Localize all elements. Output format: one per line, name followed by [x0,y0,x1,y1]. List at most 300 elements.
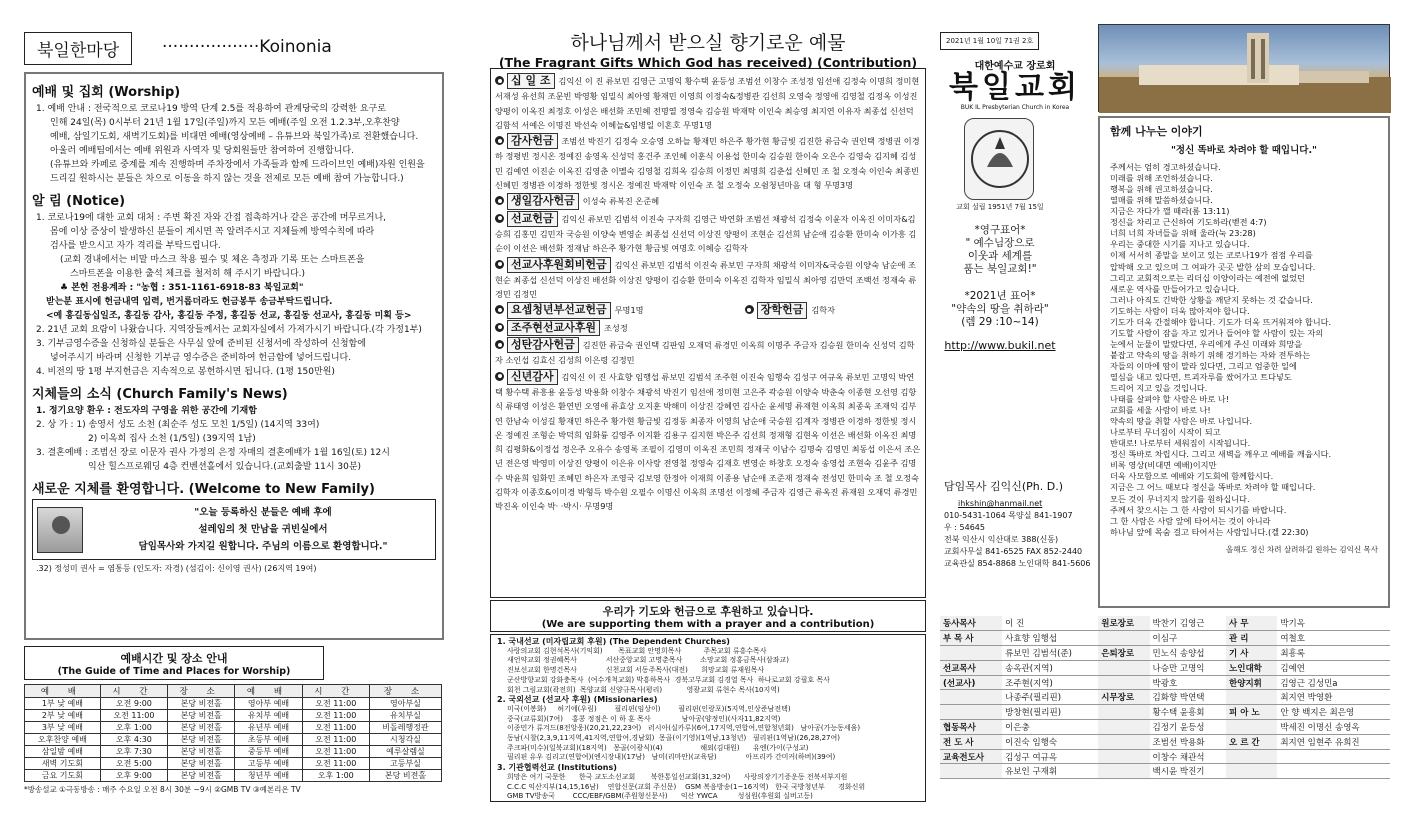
text-line: (유튜브와 카페로 중계를 계속 진행하며 주차장에서 가족들과 함께 드라이브인 예배)자원 인원을 [50,160,425,170]
support-line: C.C.C 익산지부(14,15,16남) 연합신문(교회 주신문) GSM 복음방송(1~16지역) 한국 국방청년부 경화신위 [507,782,866,791]
table-cell: 중등부 예배 [235,746,302,758]
essay-line: 정신을 차리고 근신하여 기도하라(벧전 4:7) [1110,217,1267,228]
staff-role [1098,705,1149,720]
pastor-essay [1098,116,1390,608]
staff-role: 노인대학 [1226,660,1277,675]
table-cell: 오후찬양 예배 [25,734,101,746]
essay-line: 정신 똑바로 차립시다. 그리고 새벽을 깨우고 예배를 깨웁시다. [1110,449,1332,460]
donor-names: 김익신 류보민 김범석 이진숙 구자희 김영근 박연화 조범선 채광석 김정숙 이윤자 이옥진 이미자&김승희 김홍민 김민자 국승원 이양숙 변영순 최종섭 신선덕 이상진 양평이 조현순 김선희 남순애 김승환 한미숙 이가흥 김순이 이선은 배선화 정재남 하은주 황가현 황금빛 여명호 이혜승 김학자 [495,213,917,254]
list-item [495,257,921,302]
church-website-link[interactable]: http://www.bukil.net [944,339,1056,352]
category-label: 조주현선교사후원 [507,320,600,336]
table-cell: 오후 1:00 [302,770,369,782]
category-label: 감사헌금 [507,133,558,149]
support-line: 중국(교류회)(7여) 홍콩 정점은 이 하 훈 목사 남아공(양정인)(사자11,82지역) [507,714,781,723]
staff-names: 이 진 [1005,619,1025,630]
staff-role [940,764,1002,779]
category-label: 성탄감사헌금 [507,337,579,353]
text-line: 몸에 이상 증상이 발생하신 분들이 계시면 꼭 알려주시고 지체들께 방역수칙에 따라 [50,227,375,237]
essay-line: 더욱 사모함으로 예배와 기도회에 함께합시다. [1110,471,1274,482]
list-item [495,337,921,368]
table-cell: 비돌레행정관 [369,722,441,734]
staff-names: 박광호 [1152,678,1178,689]
table-cell: 본당 비전홀 [168,770,235,782]
staff-role: 동사목사 [940,616,1002,631]
essay-line: 하나님 앞에 목숨 걸고 타어서는 사람입니다.(겔 22:30) [1110,526,1309,537]
essay-line: 행복을 위해 권고하셨습니다. [1110,184,1213,195]
denomination: 대한예수교 장로회 [974,61,1056,72]
staff-names: 백시윤 박진기 [1152,767,1205,778]
schedule-table-wrap [24,684,442,795]
category-label: 신년감사 [507,369,558,385]
donor-names: 조성정 [604,322,628,333]
table-row [25,698,442,710]
table-row [25,758,442,770]
text-line: 받는분 표시에 헌금내역 입력, 번거롭더라도 헌금봉투 송금부탁드립니다. [46,297,333,307]
essay-line: 그 한 사람은 사람 앞에 타어서는 것이 아니라 [1110,515,1271,526]
staff-names: 안 향 백지은 최은영 [1280,708,1355,719]
table-row [940,675,1390,690]
list-item [495,73,921,132]
table-cell: 오전 11:00 [302,722,369,734]
staff-names: 최지연 임현주 유희진 [1280,737,1360,748]
table-cell: 오전 11:00 [302,698,369,710]
text-line: (교회 경내에서는 비말 마스크 착용 필수 및 체온 측정과 기록 또는 스마트폰을 [60,255,365,265]
support-line: 미국(이봉화) 허기에(우림) 필리핀(임상이) 필리핀(인랑포)(5지역,인상준남전택) [507,704,791,713]
essay-line: 열심을 내고 있다면, 트괴자루를 쌌어가고 트다넣도 [1110,371,1292,382]
staff-names: 박기옥 [1280,619,1305,630]
table-cell: 영아부실 [369,698,441,710]
support-line: 동남(시찰(2,3,9,11지역,41지역,연합여,경남회) 몽골(이기영)(1역남,13청년) 필리핀(1역남)(26,28,27여) [507,734,841,743]
staff-names: 김예연 [1280,663,1305,674]
bank-account: ♣ 본헌 전용계좌 : "농협 : 351-1161-6918-83 북일교회" [60,283,304,293]
staff-role: 피 아 노 [1226,705,1277,720]
support-line: 주크파(미수)(일북교회)(18지역) 몽골(이광식)(4) 해외(김대원) 유엔(가이(구성교) [507,743,809,752]
essay-line: 새로운 역사를 만들어가고 있습니다. [1110,283,1240,294]
table-cell: 유치부 예배 [235,710,302,722]
text-line: 2) 이옥희 집사 소천 (1/5일) (39지역 1남) [88,434,256,444]
staff-table [940,616,1390,779]
staff-role [940,705,1002,720]
section-tag: 북일한마당 [24,32,132,65]
staff-role: 원로장로 [1098,616,1149,631]
table-row [25,722,442,734]
staff-role: 한양지휘 [1226,675,1277,690]
table-cell: 청년부 예배 [235,770,302,782]
support-line: GMB TV방송국 CCC/EBF/GBM(주원형신문사) 익산 YWCA 성심원(후원회 실버고등) [507,792,813,801]
bullet-icon [495,323,504,332]
table-cell: 1부 낮 예배 [25,698,101,710]
table-header: 시 간 [100,685,167,698]
table-cell: 오전 11:00 [302,758,369,770]
table-cell: 2부 낮 예배 [25,710,101,722]
support-line: 군산방향교회 강화충목사 (여수개척교회) 박흥하목사 경북고무교회 김경열 목사 하나로교회 강필호 목사 [507,675,830,684]
table-cell: 3부 낮 예배 [25,722,101,734]
category-label: 선교헌금 [507,211,558,227]
logo-emblem-icon [965,119,1035,201]
staff-names: 민노식 송양섭 [1152,648,1205,659]
table-cell: 본당 비전홀 [168,758,235,770]
table-cell: 본당 비전홀 [168,734,235,746]
text-line: 스마트폰을 이용한 출석 체크를 철저히 해 주시기 바랍니다.) [70,269,306,279]
essay-line: 주께서는 엄히 경고하셨습니다. [1110,162,1221,173]
welcome-line: 담임목사와 가지길 원합니다. 주님의 이름으로 환영합니다." [138,541,388,552]
bullet-icon [495,260,504,269]
list-item [495,320,921,336]
essay-line: 열매를 위해 말씀하셨습니다. [1110,195,1213,206]
category-label: 생일감사헌금 [507,193,579,209]
list-item [495,133,921,192]
pastor-name: 담임목사 김익신(Ph. D.) [944,480,1064,493]
table-cell: 본당 비전홀 [168,722,235,734]
staff-names: 방창현(필리핀) [1005,708,1062,719]
support-lines [497,705,919,763]
donor-names: 조범선 박진기 김정숙 오승영 오하늘 황재민 하은주 황가현 황금빛 김진한 류금숙 권인택 정병권 이경하 정평빈 정시온 정예진 송영옥 신성덕 홍건주 조인혜 이훈식 이용섭 한미숙 김승원 한이숙 오은수 김영숙 김지혜 김성민 김예연 이진순 이옥진 김영춘 이멜숙 김영철 김희옥 김승희 이정민 최명희 김춘섭 신혜민 조 철 오정숙 이인숙 최종빈 신혜민 정병관 이경하 정한빛 정시온 정예진 박재탁 이인숙 조 철 오정숙 오쉼청년마음 대 형 무명3명 [495,136,920,191]
motto-line: 품는 북일교회!" [963,263,1037,275]
donor-names: 김학자 [811,305,836,316]
staff-names: 이진숙 임행숙 [1005,737,1058,748]
table-row [940,646,1390,661]
text-line: 3. 기부금영수증을 신청하실 분들은 사무실 앞에 준비된 신청서에 작성하여 신청함에 [36,339,366,349]
text-line: 1. 정기요양 환우 : 전도자의 구영을 위한 공간에 기재함 [36,406,257,416]
welcome-title: 새로운 지체를 환영합니다. (Welcome to New Family) [32,482,375,497]
year-motto-ref: (렘 29 :10~14) [961,316,1039,328]
table-row [940,660,1390,675]
table-cell: 오후 7:30 [100,746,167,758]
schedule-body [25,698,442,782]
essay-line: 그러나 아직도 긴박한 상황을 깨닫지 못하는 것 같습니다. [1110,294,1313,305]
staff-names: 여철호 [1280,634,1305,645]
phone: 010-5431-1064 목양실 841-1907 [944,511,1073,520]
staff-directory [940,616,1390,779]
essay-line: 드리어 지고 있을 것입니다. [1110,383,1208,394]
contribution-list [490,68,926,598]
staff-names: 나종주(필리핀) [1005,693,1062,704]
table-header: 예 배 [235,685,302,698]
schedule-title: 예배시간 및 장소 안내 [120,652,228,665]
table-row [940,690,1390,705]
table-cell: 고등부 예배 [235,758,302,770]
notice-lines [26,211,442,379]
table-cell: 오후 1:00 [100,722,167,734]
schedule-table [24,684,442,782]
schedule-title-box [24,646,324,680]
essay-line: 나로부터 무너짐이 시작이 되고 [1110,427,1221,438]
section-title: ··················Koinonia [162,37,332,57]
staff-role [1098,720,1149,735]
staff-names: 황수택 윤흥회 [1152,708,1205,719]
text-line: 2. 상 가 : 1) 송영서 성도 소천 (최순주 성도 모친 1/5일) (14지역 33여) [36,420,320,430]
table-cell: 본당 비전홀 [168,710,235,722]
essay-line: 주께서 찾으시는 그 한 사람이 되시기를 바랍니다. [1110,504,1287,515]
table-row [25,734,442,746]
staff-role: 교육전도사 [940,749,1002,764]
staff-names: 사효향 임행섭 [1005,634,1058,645]
bullet-icon [495,340,504,349]
staff-names [1277,749,1390,764]
contribution-title-en: (The Fragrant Gifts Which God has received) (Contribution) [498,55,918,70]
category-label: 선교사후원회비헌금 [507,257,611,273]
text-line: 예배, 삼일기도회, 새벽기도회)를 비대면 예배(영상예배 – 유튜브와 북일가족)로 전환했습니다. [50,132,419,142]
text-line: <예 홍길동십일조, 홍길동 감사, 홍길동 주정, 홍길동 선교, 홍길동 선교사, 홍길동 미획 등> [46,311,412,321]
table-cell: 오후 4:30 [100,734,167,746]
table-cell: 초등부 예배 [235,734,302,746]
church-name-en: BUK IL Presbyterian Church in Korea [960,104,1070,111]
staff-role [1226,720,1277,735]
staff-names: 이창수 채관석 [1152,752,1205,763]
table-cell: 오전 11:00 [302,710,369,722]
staff-role [1098,734,1149,749]
text-line: 1. 예배 안내 : 전국적으로 코로나19 방역 단계 2.5를 적용하여 관계당국의 강력한 요구로 [36,104,386,114]
support-line: 희망은 여기 국문한 한국 교도소선교회 북한통일선교회(31,32여) 사랑의장기기증운동 전북서부지원 [507,772,848,781]
bullet-icon [495,372,504,381]
table-cell: 본당 비전홀 [369,770,441,782]
staff-role [1226,764,1277,779]
pastor-contact [944,478,1094,570]
essay-body [1110,162,1378,538]
building-illustration [1099,25,1391,113]
staff-role [940,646,1002,661]
email-link[interactable]: ihkshin@hanmail.net [958,499,1043,508]
staff-names: 김화향 박연택 [1152,693,1205,704]
new-member-photo [37,507,83,553]
table-cell: 고등부실 [369,758,441,770]
support-title: 우리가 기도와 헌금으로 후원하고 있습니다. [602,605,814,618]
table-cell: 삼일밤 예배 [25,746,101,758]
table-header: 장 소 [369,685,441,698]
essay-line: 기도하는 사람이 더욱 많아져야 합니다. [1110,305,1250,316]
support-list [490,634,926,802]
table-cell: 예루살렘실 [369,746,441,758]
welcome-line: 설레임의 첫 만남을 귀빈실에서 [198,524,328,535]
welcome-box [32,499,436,560]
motto-line: " 예수님장으로 [965,237,1035,249]
text-line: 4. 비전의 땅 1평 부지헌금은 지속적으로 봉헌하시면 됩니다. (1평 150만원) [36,367,335,377]
table-cell: 오전 5:00 [100,758,167,770]
donor-names: 김익신 류보민 김범석 이진숙 류보민 구자희 채광석 이미자&국승원 이양숙 남순애 조현순 최종섭 신선덕 이상진 배선화 이상진 양평이 김승환 한미숙 이옥진 김학자 임밀식 최아영 김만덕 조백선 정재숙 류경민 김정민 [495,259,917,300]
notice-title: 알 림 (Notice) [32,194,126,209]
text-line: 1. 코로나19에 대한 교회 대처 : 주변 확진 자와 간접 접촉하거나 같은 공간에 머무르거나, [36,213,387,223]
staff-body [940,616,1390,779]
staff-role [940,690,1002,705]
essay-line: 그리고 교회적으로는 리더십 이양이라는 예전에 없었던 [1110,272,1305,283]
new-member: .32) 정성미 권사 = 염통등 (인도자: 자경) (섬김이: 신이영 권사) (26지역 19여) [36,564,317,573]
text-line: 검사를 받으시고 자가 격리를 부탁드립니다. [50,241,221,251]
contribution-title: 하나님께서 받으실 향기로운 예물 [570,32,846,54]
table-row [25,770,442,782]
address: 전북 익산시 익산대로 388(신동) [944,535,1059,544]
category-label: 요셉청년부선교헌금 [507,302,611,318]
staff-names: 박세진 이명신 송영옥 [1280,722,1360,733]
staff-role: 은퇴장로 [1098,646,1149,661]
essay-line: 자들의 이마에 땀이 말라 있다면, 그리고 엄중한 일에 [1110,360,1297,371]
staff-role: 전 도 사 [940,734,1002,749]
essay-line: 미래를 위해 조언하셨습니다. [1110,173,1213,184]
essay-line: 기도가 더욱 간절해야 합니다. 기도가 더욱 뜨거워져야 합니다. [1110,316,1332,327]
broadcast-info: *방송설교 ①극동방송 : 매주 수요일 오전 8시 30분 ~9시 ②GMB TV ③예본리온 TV [24,785,301,794]
motto-line: 이웃과 세계를 [967,250,1033,262]
announcements-panel [24,72,444,640]
staff-role [1098,631,1149,646]
staff-role [1098,749,1149,764]
office-phone: 교회사무실 841-6525 FAX 852-2440 [944,547,1083,556]
founded-date: 교회 설립 1951년 7월 15일 [956,203,1044,211]
staff-names: 조주현(지역) [1005,678,1053,689]
support-title-en: (We are supporting them with a prayer and a contribution) [541,619,875,630]
staff-role: 기 사 [1226,646,1277,661]
staff-names: 송옥관(지역) [1005,663,1053,674]
church-name: 북일교회 [949,70,1081,105]
staff-role: 협동목사 [940,720,1002,735]
support-line: 필리핀 유우 김리고(연합여)(엔시장내)(17남) 남미(리마안)(교육담) 아프리카 간미커(하버)(39여) [507,753,836,762]
koinonia-header [24,32,444,62]
table-cell: 오후 9:00 [100,770,167,782]
table-cell: 영아부 예배 [235,698,302,710]
support-title-box [490,600,926,632]
staff-role: 선교목사 [940,660,1002,675]
category-label: 십 일 조 [507,73,555,89]
table-row [940,705,1390,720]
staff-names: 이은충 [1005,722,1030,733]
table-row [25,746,442,758]
donor-names: 이성숙 류복진 온준혜 [582,196,660,207]
support-lines [497,773,919,802]
donor-names: 김진한 류금숙 권인택 김판임 오재덕 류경민 이옥희 이명주 주금자 김승원 한미숙 신성덕 김학자 소인섭 김효신 김성희 이은령 김정민 [495,340,915,366]
bullet-icon [495,305,504,314]
staff-names: 나승만 고명익 [1152,663,1205,674]
support-line: 새언약교회 정권혜목사 서산중앙교회 고명춘목사 소망교회 정홍금목사(삼좌교) [507,656,790,665]
table-cell: 새벽 기도회 [25,758,101,770]
support-line: 이종민가 류겨드(8전앙웅)(20,21,22,23여) 러시아(실카루)(6여,17지역,연합여,연합청년회) 남아공(가능동세움) [507,724,861,733]
table-header: 시 간 [302,685,369,698]
staff-names: 김영근 김성민a [1280,678,1338,689]
text-line: 3. 결혼예배 : 조범선 장로 이문자 권사 가정의 은정 자매의 결혼예배가 1월 16일(토) 12시 [36,448,390,458]
text-line: 드리길 원하시는 분들은 차으로 이동을 하지 않는 것을 전제로 모든 예배 참여 가능합니다.) [50,174,404,184]
essay-line: 압박해 오고 있으며 그 여파가 곳곳 발한 삼의 모습입니다. [1110,261,1316,272]
essay-line: 지금은 그 어느 때보다 정신을 똑바로 차려야 할 때입니다. [1110,482,1316,493]
staff-names: 최지연 박영환 [1280,693,1333,704]
staff-names: 이심구 [1152,634,1178,645]
list-item [495,193,921,209]
table-row [940,749,1390,764]
church-building-photo [1098,24,1390,112]
staff-names: 김정기 윤등성 [1152,722,1205,733]
staff-role [1226,749,1277,764]
essay-line: 기도할 사람이 잠을 자고 있거나 들어야 할 사람이 있는 자의 [1110,327,1324,338]
staff-names: 유보인 구재휘 [1005,767,1058,778]
staff-role: 부 목 사 [940,631,1002,646]
text-line: 2. 21년 교회 요람이 나왔습니다. 지역장들께서는 교회자실에서 가져가시기 바랍니다.(각 가정1부) [36,325,422,335]
staff-role [1098,764,1149,779]
table-row [940,631,1390,646]
support-heading: 3. 기관협력선교 (Institutions) [497,763,617,773]
table-row [940,734,1390,749]
table-cell: 유년부 예배 [235,722,302,734]
table-cell: 금요 기도회 [25,770,101,782]
staff-role: 시무장로 [1098,690,1149,705]
church-logo [964,118,1034,200]
staff-role: (선교사) [940,675,1002,690]
staff-role [1098,675,1149,690]
worship-title: 예배 및 집회 (Worship) [32,85,181,100]
year-motto: "약속의 땅을 취하라" [951,303,1049,315]
family-title: 지체들의 소식 (Church Family's News) [32,387,288,402]
text-line: 아울러 예배팀에서는 예배 위원과 사역자 및 당회원들만 참여하여 진행합니다. [50,146,354,156]
issue-date: 2021년 1월 10일 71권 2호 [940,32,1039,50]
donor-names: 무명1명 [614,305,644,316]
essay-line: 지금은 자다가 깰 때라(롬 13:11) [1110,206,1230,217]
table-header: 예 배 [25,685,101,698]
text-line: 넣어주시기 바라며 신청한 기부금 영수증은 준비하여 헌금함에 넣어드립니다. [50,353,352,363]
staff-names: 박찬기 김영근 [1152,619,1205,630]
table-header: 장 소 [168,685,235,698]
masthead [940,28,1090,111]
support-line: 진보선교회 한명건목사 신천교회 서동주목사(대전) 희망교회 류재원목사 [507,666,765,675]
table-cell: 유치부실 [369,710,441,722]
bullet-icon [495,136,504,145]
list-item [495,211,921,256]
essay-line: 눈에서 눈물이 말랐다면, 우리에게 주신 미래와 희망을 [1110,338,1303,349]
zip-code: 우 : 54645 [944,523,985,532]
table-row [940,764,1390,779]
donor-names: 김익신 이 진 류보민 김영근 고명익 황수택 윤등성 조범선 이창수 조성정 임선애 김정숙 이명희 정미현 서재성 유선희 조문빈 박영황 임밀식 최아영 황재민 이영희 이정숙&정병관 김선희 오영숙 정영애 김영철 김정옥 이성진 양평이 이옥진 최정호 이성은 배선화 조민혜 전명열 정영숙 김승원 박재탁 이인숙 최승영 최지연 이유자 최종섭 신선덕 김함석 서예은 이명진 박선숙 이혜늘&임병일 이혼호 무명1명 [495,76,920,130]
table-cell: 본당 비전홀 [168,746,235,758]
staff-role [1226,690,1277,705]
staff-names: 김성구 여규옥 [1005,752,1058,763]
essay-line: 붙잡고 약속의 땅을 취하기 위해 경기하는 자와 전투하는 [1110,349,1311,360]
staff-role: 관 리 [1226,631,1277,646]
support-line: 사랑의교회 김현석목사(기익회) 목표교회 안명희목사 주목교회 류흥수목사 [507,646,767,655]
table-cell: 오전 11:00 [302,746,369,758]
staff-names: 조범선 박용화 [1152,737,1205,748]
table-row [940,616,1390,631]
donor-names: 김익신 이 진 사효향 임행섭 류보민 김범석 조주현 이진숙 임행숙 김성구 여규옥 류보민 고명익 박연택 황수택 류흥용 윤등성 박용화 이창수 채광석 박진기 임선애 정미현 고은주 곽승원 이양숙 박춘숙 이종현 오선영 김항식 류태영 이성은 환연빈 오영애 류효상 오지훈 박해미 이상진 강혜연 김사순 윤세명 류재현 이옥희 최종욱 조재익 김부연 한남숙 이성길 황재민 하은주 황가현 황금빛 김정동 최종자 이영희 남순애 국승원 김계자 정병관 이경하 정한빛 정시온 정예진 조형순 박덕희 임화륭 김영주 이지환 김용구 김지현 박은주 김선희 정재형 김현옥 이선은 배선화 이옥진 최명희 김평화&이정섭 정은주 오유수 송영록 조필이 김영미 이옥진 조민희 정재국 이남수 김명숙 김영민 최동섭 이은서 조은년 전은영 박영미 이상진 양평이 이은유 이사랑 전영철 정영숙 김재호 변영순 하창호 오정숙 송영섭 조현숙 김윤주 김명수 박윤희 임화민 조혜민 하은자 조영국 김보영 한정아 이재희 이종용 남순애 조준재 정재숙 전성민 한미숙 조 철 오정숙 김학자 이종호&이미경 박형득 박수원 오필수 이명신 이옥희 조명선 이정혜 주금자 김영근 류옥진 류재원 오재덕 류경민 박진옥 이인숙 박· ·박시· 무명9명 [495,371,921,512]
staff-role [1098,660,1149,675]
essay-line: 약속의 땅을 취할 사람은 바로 나입니다. [1110,416,1253,427]
bullet-icon [745,305,754,314]
essay-quote: "정신 똑바로 차려야 할 때입니다." [1170,145,1318,157]
table-cell: 오전 11:00 [100,710,167,722]
contribution-header [490,28,926,70]
motto-title: *영구표어* [974,224,1026,236]
bullet-icon [495,214,504,223]
category-label: 장학헌금 [757,302,808,318]
staff-names: 류보민 김범석(준) [1005,648,1072,659]
text-line: 인해 24일(목) 0시부터 21년 1월 17일(주일)까지 모든 예배(주일 오전 1.2.3부,오후찬양 [50,118,400,128]
essay-line: 모든 것이 무너지지 않기를 원하십니다. [1110,493,1250,504]
table-cell: 본당 비전홀 [168,698,235,710]
family-lines [26,404,442,474]
worship-lines [26,102,442,186]
essay-line: 교회를 세울 사람이 바로 나! [1110,405,1211,416]
list-item [495,369,921,514]
essay-title: 함께 나누는 이야기 [1110,125,1203,138]
staff-names [1277,764,1390,779]
year-motto-title: *2021년 표어* [964,290,1036,302]
schedule-title-en: (The Guide of Time and Places for Worship) [57,666,291,677]
essay-signature: 올해도 정신 차려 살려하길 원하는 김익신 목사 [1226,544,1378,554]
bullet-icon [495,76,504,85]
welcome-line: "오늘 등록하신 분들은 예배 후에 [194,507,332,518]
essay-line: 이제 서서히 종말을 보이고 있는 코로나19가 점점 우리를 [1110,250,1313,261]
support-line: 회천 그림교회(곽전희) 목양교회 신양규목사(평리) 영광교회 류현수 목사(10지역) [507,685,780,694]
motto-block [940,224,1060,352]
table-cell: 오전 9:00 [100,698,167,710]
essay-line: 나태를 살펴야 할 사람은 바로 나! [1110,394,1230,405]
table-cell: 오전 11:00 [302,734,369,746]
essay-line: 반대로! 나로부터 세워짐이 시작됩니다. [1110,438,1251,449]
support-heading: 1. 국내선교 (미자립교회 후원) (The Dependent Churches) [497,637,730,646]
